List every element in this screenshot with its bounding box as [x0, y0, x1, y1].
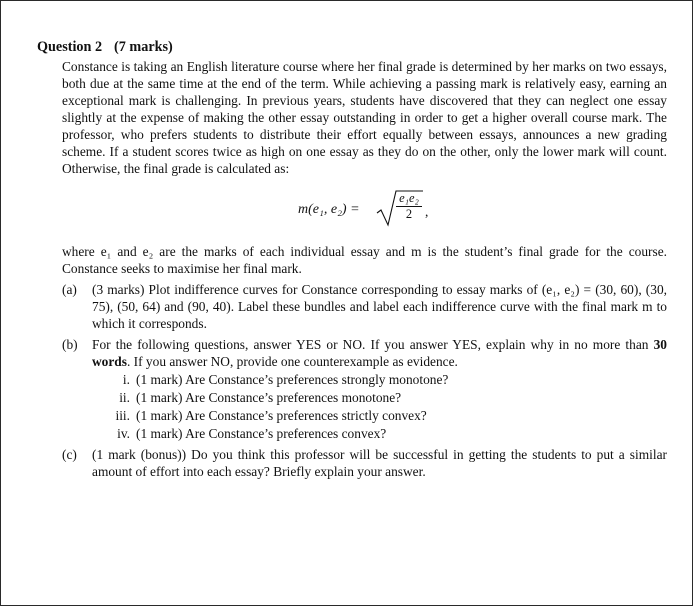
question-marks: (7 marks) [114, 39, 173, 55]
part-b [62, 336, 667, 442]
part-text: (3 marks) Plot indifference curves for Constance corresponding to essay marks of (e₁, e₂) = (30, 60), (30, 75), (50, 64) and (90, 40). Label these bundles and label each indifference curve with the final mark m to which it corresponds. [92, 282, 667, 331]
formula-numerator: e₁e₂ [396, 191, 422, 207]
part-text: For the following questions, answer YES or NO. If you answer YES, explain why in no more than 30 words. If you answer NO, provide one counterexample as evidence. [92, 337, 667, 369]
question-title: Question 2 [37, 39, 103, 55]
part-c [62, 446, 667, 480]
word-limit: 30 words [92, 337, 667, 369]
question-intro: Constance is taking an English literature course where her final grade is determined by her marks on two essays, both due at the same time at the end of the term. While achieving a passing mark is relatively easy, earning an exceptional mark is challenging. In previous years, students have discovered that they can neglect one essay slightly at the expense of making the other essay outstanding in order to get a higher overall course mark. The professor, who prefers students to distribute their effort equally between essays, announces a new grading scheme. If a student scores twice as high on one essay as they do on the other, only the lower mark will count. Otherwise, the final grade is calculated as: [62, 59, 667, 176]
part-label: (a) [62, 282, 77, 297]
part-text: (1 mark (bonus)) Do you think this professor will be successful in getting the students to put a similar amount of effort into each essay? Briefly explain your answer. [92, 447, 667, 479]
question-header [37, 39, 667, 56]
part-a [62, 281, 667, 332]
formula-fraction [396, 191, 422, 222]
question-block [37, 39, 667, 480]
after-formula-text: where e₁ and e₂ are the marks of each individual essay and m is the student’s final grade for the course. Constance seeks to maximise her final mark. [62, 244, 667, 276]
part-label: (c) [62, 447, 77, 462]
subpart-iii: iii. (1 mark) Are Constance’s preferences strictly convex? [115, 408, 427, 423]
formula-trailing: , [425, 204, 429, 219]
subpart-iv: iv. (1 mark) Are Constance’s preferences convex? [117, 426, 387, 441]
formula-lhs: m(e₁, e₂) = [298, 202, 360, 217]
question-parts [62, 281, 667, 480]
subpart-i: i. (1 mark) Are Constance’s preferences strongly monotone? [122, 372, 449, 387]
part-label: (b) [62, 337, 78, 352]
subpart-ii: ii. (1 mark) Are Constance’s preferences monotone? [119, 390, 402, 405]
grade-formula [62, 189, 667, 231]
subpart-list [102, 371, 667, 442]
formula-denominator: 2 [405, 207, 413, 221]
